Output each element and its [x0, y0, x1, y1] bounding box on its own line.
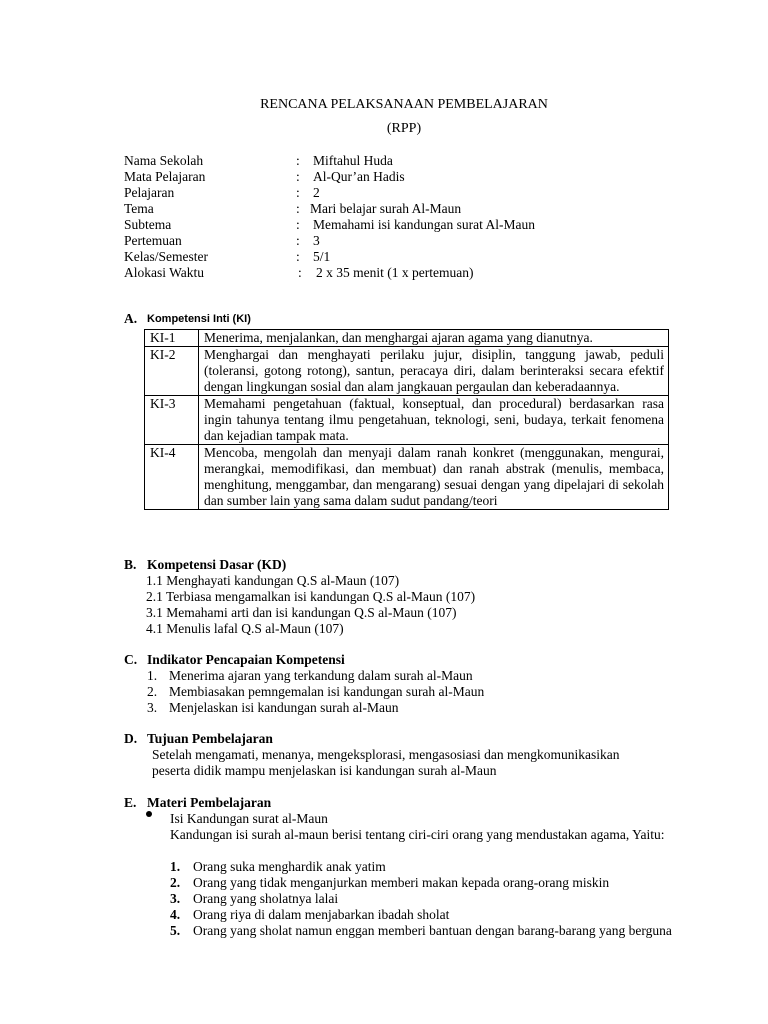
ki-code: KI-3	[145, 396, 199, 445]
identity-label: Pelajaran	[124, 185, 175, 200]
ki-code: KI-2	[145, 347, 199, 396]
section-heading: Kompetensi Dasar (KD)	[147, 557, 287, 572]
identity-value: 3	[313, 233, 320, 248]
section-letter: D.	[124, 731, 138, 746]
list-number: 3.	[147, 700, 158, 715]
list-text: Orang suka menghardik anak yatim	[193, 859, 386, 874]
list-number: 2.	[170, 875, 181, 890]
list-text: Orang riya di dalam menjabarkan ibadah sholat	[193, 907, 450, 922]
ki-code: KI-1	[145, 330, 199, 347]
identity-label: Nama Sekolah	[124, 153, 204, 168]
identity-value: Al-Qur’an Hadis	[313, 169, 405, 184]
table-row	[145, 445, 669, 510]
section-letter: A.	[124, 311, 138, 326]
bullet-icon	[146, 811, 152, 817]
list-number: 1.	[170, 859, 181, 874]
document-subtitle: (RPP)	[386, 121, 422, 136]
identity-colon: :	[298, 265, 302, 280]
identity-colon: :	[296, 201, 300, 216]
list-text: Menerima ajaran yang terkandung dalam surah al-Maun	[169, 668, 473, 683]
section-letter: E.	[124, 795, 137, 810]
identity-value: Miftahul Huda	[313, 153, 393, 168]
objective-text: Setelah mengamati, menanya, mengeksplorasi, mengasosiasi dan mengkomunikasikan	[152, 747, 620, 762]
document-title: RENCANA PELAKSANAAN PEMBELAJARAN	[260, 97, 548, 112]
list-text: Orang yang sholatnya lalai	[193, 891, 339, 906]
table-row	[145, 347, 669, 396]
identity-colon: :	[296, 217, 300, 232]
identity-colon: :	[296, 233, 300, 248]
list-text: Menjelaskan isi kandungan surah al-Maun	[169, 700, 399, 715]
list-number: 4.	[170, 907, 181, 922]
table-row	[145, 396, 669, 445]
identity-colon: :	[296, 249, 300, 264]
identity-colon: :	[296, 153, 300, 168]
identity-label: Alokasi Waktu	[124, 265, 205, 280]
section-heading: Indikator Pencapaian Kompetensi	[147, 652, 345, 667]
identity-value: Memahami isi kandungan surat Al-Maun	[313, 217, 535, 232]
list-number: 2.	[147, 684, 158, 699]
list-text: Orang yang tidak menganjurkan memberi makan kepada orang-orang miskin	[193, 875, 610, 890]
ki-text: Menerima, menjalankan, dan menghargai ajaran agama yang dianutnya.	[199, 330, 669, 347]
objective-text: peserta didik mampu menjelaskan isi kandungan surah al-Maun	[152, 763, 497, 778]
ki-text: Mencoba, mengolah dan menyaji dalam ranah konkret (menggunakan, mengurai, merangkai, memodifikasi, dan membuat) dan ranah abstrak (menulis, membaca, menghitung, menggambar, dan mengarang) sesuai dengan yang dipelajari di sekolah dan sumber lain yang sama dalam sudut pandang/teori	[199, 445, 669, 510]
section-letter: C.	[124, 652, 138, 667]
section-heading: Tujuan Pembelajaran	[147, 731, 273, 746]
ki-code: KI-4	[145, 445, 199, 510]
identity-colon: :	[296, 185, 300, 200]
material-title: Isi Kandungan surat al-Maun	[170, 811, 328, 826]
identity-value: 5/1	[313, 249, 331, 264]
identity-label: Mata Pelajaran	[124, 169, 206, 184]
list-text: Membiasakan pemngemalan isi kandungan surah al-Maun	[169, 684, 485, 699]
ki-table	[144, 329, 669, 510]
table-row	[145, 330, 669, 347]
identity-colon: :	[296, 169, 300, 184]
list-item: 1.1 Menghayati kandungan Q.S al-Maun (107)	[146, 573, 400, 588]
list-item: 3.1 Memahami arti dan isi kandungan Q.S al-Maun (107)	[146, 605, 457, 620]
identity-value: 2 x 35 menit (1 x pertemuan)	[316, 265, 474, 280]
identity-label: Tema	[124, 201, 154, 216]
ki-text: Memahami pengetahuan (faktual, konseptual, dan procedural) berdasarkan rasa ingin tahunya tentang ilmu pengetahuan, teknologi, seni, budaya, terkait fenomena dan kejadian tampak mata.	[199, 396, 669, 445]
section-letter: B.	[124, 557, 137, 572]
list-number: 5.	[170, 923, 181, 938]
identity-value: 2	[313, 185, 320, 200]
ki-text: Menghargai dan menghayati perilaku jujur, disiplin, tanggung jawab, peduli (toleransi, gotong rotong), santun, peracaya diri, dalam berinteraksi secara efektif dengan lingkungan sosial dan alam jangkauan pergaulan dan keberadaannya.	[199, 347, 669, 396]
list-item: 2.1 Terbiasa mengamalkan isi kandungan Q.S al-Maun (107)	[146, 589, 476, 604]
material-intro: Kandungan isi surah al-maun berisi tentang ciri-ciri orang yang mendustakan agama, Yaitu:	[170, 827, 665, 842]
list-text: Orang yang sholat namun enggan memberi bantuan dengan barang-barang yang berguna	[193, 923, 672, 938]
list-number: 1.	[147, 668, 158, 683]
list-number: 3.	[170, 891, 181, 906]
identity-label: Pertemuan	[124, 233, 182, 248]
identity-label: Kelas/Semester	[124, 249, 208, 264]
list-item: 4.1 Menulis lafal Q.S al-Maun (107)	[146, 621, 344, 636]
identity-value: Mari belajar surah Al-Maun	[310, 201, 462, 216]
identity-label: Subtema	[124, 217, 172, 232]
section-heading: Kompetensi Inti (KI)	[147, 313, 251, 325]
section-heading: Materi Pembelajaran	[147, 795, 272, 810]
